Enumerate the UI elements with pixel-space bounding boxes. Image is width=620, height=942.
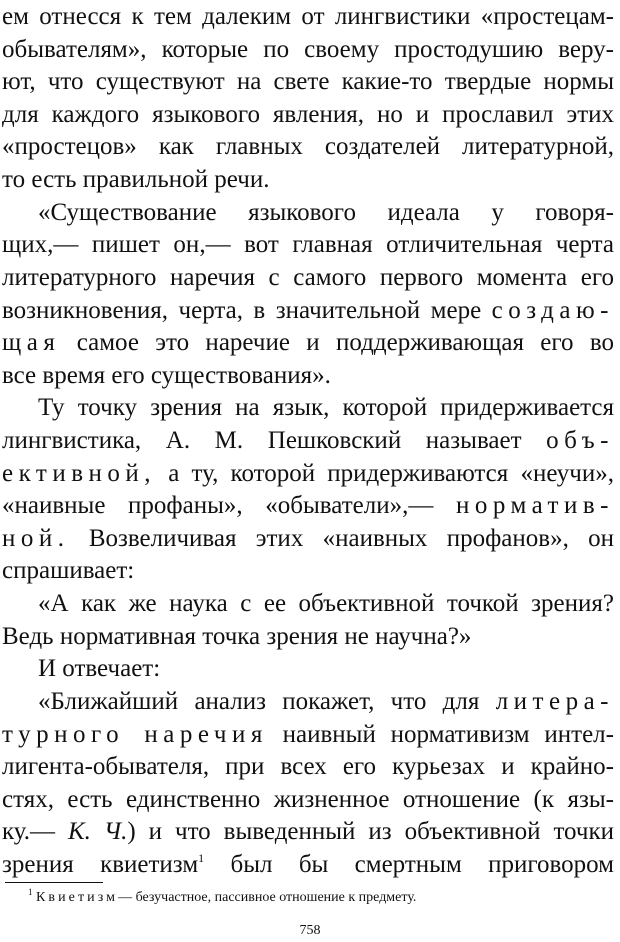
text-run: «простецов» как главных создателей литературной, bbox=[2, 133, 614, 161]
emphasized-text: литера- bbox=[495, 687, 615, 715]
text-run: спрашивает: bbox=[2, 557, 135, 585]
text-line bbox=[2, 363, 614, 388]
emphasized-text: объ- bbox=[546, 427, 614, 454]
text-run: литературного наречия с самого первого момента его bbox=[2, 263, 614, 291]
text-line bbox=[2, 722, 614, 747]
text-line bbox=[2, 558, 614, 583]
text-line bbox=[2, 526, 614, 551]
text-line bbox=[2, 852, 614, 877]
text-line bbox=[2, 428, 614, 453]
footnote bbox=[28, 888, 588, 905]
text-run: щих,— пишет он,— вот главная отличительная черта bbox=[2, 231, 614, 259]
text-run: а ту, которой придерживаются «неучи», bbox=[168, 459, 614, 487]
footnote-text: — безучастное, пассивное отношение к предмету. bbox=[118, 890, 417, 905]
text-run: наивный нормативизм интел- bbox=[282, 720, 614, 748]
text-run: возникновения, черта, в значительной мере bbox=[2, 296, 482, 324]
text-line bbox=[2, 754, 614, 779]
text-line bbox=[2, 265, 614, 290]
text-run: был бы смертным приговором bbox=[204, 851, 614, 878]
footnote-marker[interactable]: 1 bbox=[198, 851, 205, 865]
emphasized-text: норматив- bbox=[455, 492, 614, 520]
text-line bbox=[2, 819, 614, 844]
text-line bbox=[2, 232, 614, 257]
text-run: лингвистика, А. М. Пешковский называет bbox=[2, 427, 522, 454]
text-line bbox=[38, 656, 614, 681]
text-line bbox=[2, 134, 614, 159]
text-run: Возвеличивая этих «наивных профанов», он bbox=[88, 524, 614, 552]
text-run: И отвечает: bbox=[38, 655, 161, 683]
text-line bbox=[2, 69, 614, 94]
emphasized-text: создаю- bbox=[491, 296, 614, 324]
footnote-number: 1 bbox=[28, 887, 33, 897]
text-run: ют, что существуют на свете какие-то твердые нормы bbox=[2, 68, 614, 96]
text-run: «Существование языкового идеала у говоря- bbox=[38, 198, 614, 226]
text-run: все время его существования». bbox=[2, 361, 331, 389]
text-run: обывателям», которые по своему простодушию веру- bbox=[2, 35, 614, 63]
text-run: ку.— bbox=[2, 818, 56, 846]
text-run: ) и что выведенный из объективной точки bbox=[127, 818, 614, 846]
text-line bbox=[2, 4, 614, 29]
text-line bbox=[38, 591, 614, 616]
text-run: то есть правильной речи. bbox=[2, 166, 270, 194]
text-run: Ту точку зрения на язык, которой придерживается bbox=[38, 394, 614, 422]
text-line bbox=[2, 167, 614, 192]
text-line bbox=[38, 200, 614, 225]
text-line bbox=[38, 689, 614, 714]
footnote-rule bbox=[5, 882, 103, 883]
text-run: «Ближайший анализ покажет, что для bbox=[38, 687, 480, 715]
text-run: зрения квиетизм bbox=[2, 851, 199, 878]
text-run: для каждого языкового явления, но и прославил этих bbox=[2, 100, 614, 128]
text-line bbox=[2, 330, 614, 355]
text-line bbox=[2, 493, 614, 518]
text-line bbox=[2, 461, 614, 486]
text-run: лигента-обывателя, при всех его курьезах и крайно- bbox=[2, 753, 614, 781]
text-run: «А как же наука с ее объективной точкой зрения? bbox=[38, 590, 614, 618]
page-number: 758 bbox=[299, 923, 321, 938]
text-run: Ведь нормативная точка зрения не научна?» bbox=[2, 622, 472, 650]
emphasized-text: ективной, bbox=[2, 459, 157, 487]
text-run: «наивные профаны», «обыватели»,— bbox=[2, 492, 434, 520]
footnote-term: Квиетизм bbox=[36, 890, 119, 905]
initials-text: К. Ч. bbox=[68, 818, 128, 846]
text-run: стях, есть единственно жизненное отношение (к язы- bbox=[2, 785, 614, 813]
text-line bbox=[2, 624, 614, 649]
text-run: ем отнесся к тем далеким от лингвистики «простецам- bbox=[2, 3, 614, 30]
text-run: самое это наречие и поддерживающая его во bbox=[76, 329, 614, 357]
text-line bbox=[2, 37, 614, 62]
emphasized-text: щая bbox=[2, 329, 61, 357]
text-line bbox=[2, 787, 614, 812]
text-line bbox=[2, 298, 614, 323]
text-line bbox=[38, 395, 614, 420]
text-line bbox=[2, 102, 614, 127]
emphasized-text: ной. bbox=[2, 524, 70, 552]
emphasized-text: турного наречия bbox=[2, 720, 268, 748]
